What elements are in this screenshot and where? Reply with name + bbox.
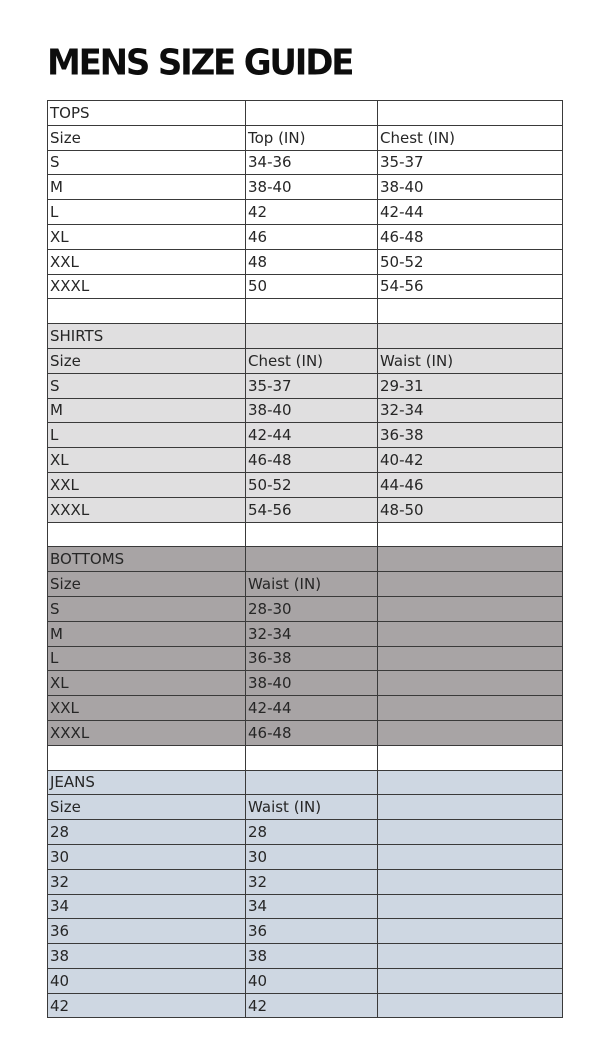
column-header: Size (48, 572, 246, 597)
column-header: Waist (IN) (246, 572, 378, 597)
table-row: XXL 50-52 44-46 (48, 472, 563, 497)
table-row: 38 38 (48, 944, 563, 969)
size-guide-table (47, 100, 563, 1018)
table-row: S 28-30 (48, 596, 563, 621)
shirts-header-row (48, 348, 563, 373)
table-row: XL 38-40 (48, 671, 563, 696)
bottoms-section-row (48, 547, 563, 572)
table-row: XXL 42-44 (48, 696, 563, 721)
tops-header-row (48, 125, 563, 150)
table-row: M 38-40 38-40 (48, 175, 563, 200)
spacer-row (48, 522, 563, 547)
table-row: XL 46 46-48 (48, 224, 563, 249)
table-row: 30 30 (48, 844, 563, 869)
table-row: 36 36 (48, 919, 563, 944)
bottoms-header-row (48, 572, 563, 597)
table-row: L 42-44 36-38 (48, 423, 563, 448)
size-guide-body (48, 101, 563, 1018)
table-row: XL 46-48 40-42 (48, 448, 563, 473)
table-row: M 38-40 32-34 (48, 398, 563, 423)
column-header: Top (IN) (246, 125, 378, 150)
table-row: L 42 42-44 (48, 200, 563, 225)
table-row: M 32-34 (48, 621, 563, 646)
column-header: Size (48, 125, 246, 150)
spacer-row (48, 745, 563, 770)
jeans-section-row (48, 770, 563, 795)
spacer-row (48, 299, 563, 324)
column-header: Size (48, 348, 246, 373)
page-title: MENS SIZE GUIDE (47, 42, 353, 85)
table-row: 40 40 (48, 968, 563, 993)
column-header: Waist (IN) (246, 795, 378, 820)
shirts-section-row (48, 324, 563, 349)
table-row: 34 34 (48, 894, 563, 919)
section-label-bottoms: BOTTOMS (48, 547, 246, 572)
table-row: S 34-36 35-37 (48, 150, 563, 175)
jeans-header-row (48, 795, 563, 820)
table-row: S 35-37 29-31 (48, 373, 563, 398)
table-row: XXXL 54-56 48-50 (48, 497, 563, 522)
tops-section-row (48, 101, 563, 126)
column-header: Chest (IN) (378, 125, 563, 150)
table-row: 32 32 (48, 869, 563, 894)
table-row: XXXL 50 54-56 (48, 274, 563, 299)
table-row: 28 28 (48, 820, 563, 845)
column-header (378, 572, 563, 597)
column-header: Waist (IN) (378, 348, 563, 373)
column-header: Size (48, 795, 246, 820)
table-row: XXL 48 50-52 (48, 249, 563, 274)
column-header (378, 795, 563, 820)
section-label-jeans: JEANS (48, 770, 246, 795)
table-row: XXXL 46-48 (48, 720, 563, 745)
column-header: Chest (IN) (246, 348, 378, 373)
section-label-shirts: SHIRTS (48, 324, 246, 349)
table-row: 42 42 (48, 993, 563, 1018)
table-row: L 36-38 (48, 646, 563, 671)
section-label-tops: TOPS (48, 101, 246, 126)
